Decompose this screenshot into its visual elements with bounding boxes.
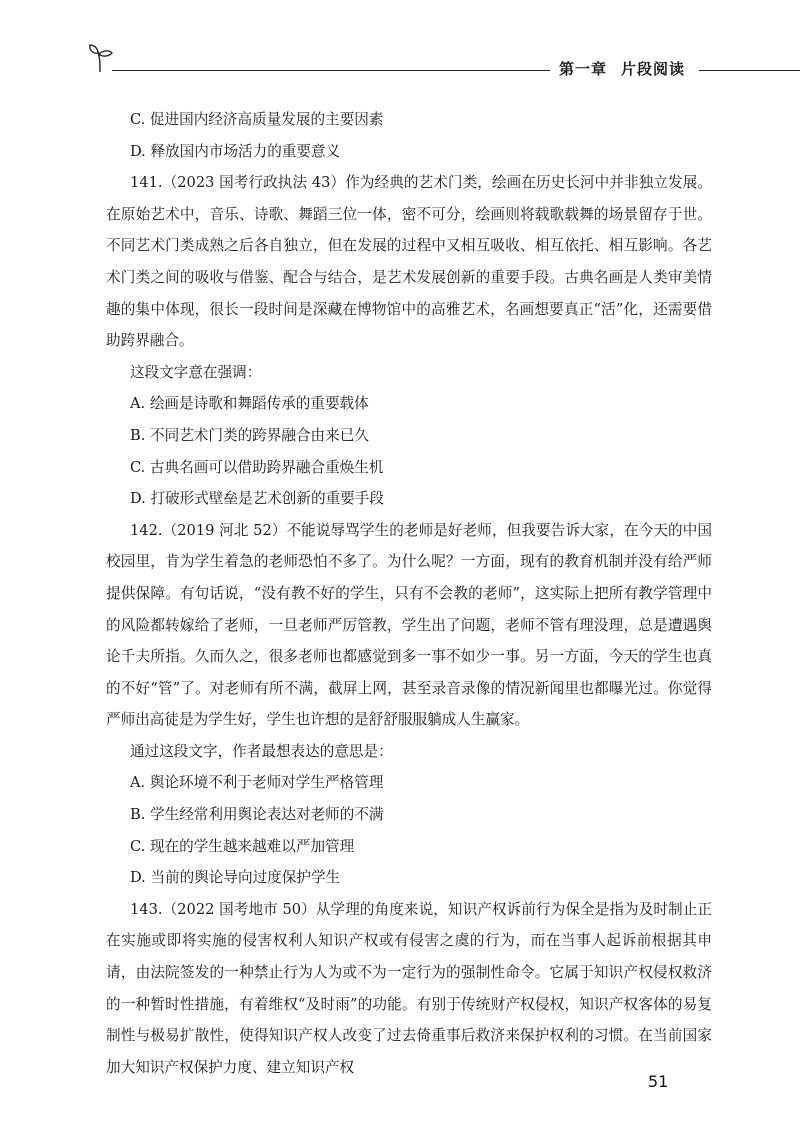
section-label: 片段阅读: [621, 60, 686, 78]
question-passage: 142.（2019 河北 52）不能说辱骂学生的老师是好老师，但我要告诉大家，在今天的中国校园里，肯为学生着急的老师恐怕不多了。为什么呢？一方面，现有的教育机制并没有给严师提供保障。有句话说，“没有教不好的学生，只有不会教的老师”，这实际上把所有教学管理中的风险都转嫁给了老师，一旦老师严厉管教，学生出了问题，老师不管有理没理，总是遭遇舆论千夫所指。久而久之，很多老师也都感觉到多一事不如少一事。另一方面，今天的学生也真的不好“管”了。对老师有所不满，截屏上网，甚至录音录像的情况新闻里也都曝光过。你觉得严师出高徒是为学生好，学生也许想的是舒舒服服躺成人生赢家。: [106, 521, 712, 729]
running-header: [96, 46, 800, 86]
header-rule-right: [699, 70, 800, 71]
chapter-label: 第一章: [559, 60, 608, 78]
page-body: [106, 104, 712, 1083]
option-text: C. 古典名画可以借助跨界融合重焕生机: [130, 458, 384, 476]
option-text: A. 舆论环境不利于老师对学生严格管理: [130, 774, 384, 792]
option-text: B. 学生经常利用舆论表达对老师的不满: [130, 806, 384, 824]
question-stem: 这段文字意在强调：: [130, 363, 262, 381]
page-number: 51: [648, 1072, 669, 1091]
option-text: D. 打破形式壁垒是艺术创新的重要手段: [130, 490, 384, 508]
option-text: D. 当前的舆论导向过度保护学生: [130, 869, 341, 887]
question-passage: 143.（2022 国考地市 50）从学理的角度来说，知识产权诉前行为保全是指为及时制止正在实施或即将实施的侵害权利人知识产权或有侵害之虞的行为，而在当事人起诉前根据其申请，由法院签发的一种禁止行为人为或不为一定行为的强制性命令。它属于知识产权侵权救济的一种暂时性措施，有着维权“及时雨”的功能。有别于传统财产权侵权，知识产权客体的易复制性与极易扩散性，使得知识产权人改变了过去倚重事后救济来保护权利的习惯。在当前国家加大知识产权保护力度、建立知识产权: [106, 900, 712, 1076]
header-rule-left: [112, 70, 550, 71]
question-stem: 通过这段文字，作者最想表达的意思是：: [130, 742, 393, 760]
question-passage: 141.（2023 国考行政执法 43）作为经典的艺术门类，绘画在历史长河中并非独立发展。在原始艺术中，音乐、诗歌、舞蹈三位一体，密不可分，绘画则将载歌载舞的场景留存于世。不同艺术门类成熟之后各自独立，但在发展的过程中又相互吸收、相互依托、相互影响。各艺术门类之间的吸收与借鉴、配合与结合，是艺术发展创新的重要手段。古典名画是人类审美情趣的集中体现，很长一段时间是深藏在博物馆中的高雅艺术，名画想要真正“活”化，还需要借助跨界融合。: [106, 174, 712, 350]
option-text: C. 促进国内经济高质量发展的主要因素: [130, 111, 384, 128]
header-title: [559, 58, 699, 79]
option-text: B. 不同艺术门类的跨界融合由来已久: [130, 426, 369, 444]
option-text: C. 现在的学生越来越难以严加管理: [130, 837, 355, 855]
option-text: A. 绘画是诗歌和舞蹈传承的重要载体: [130, 395, 369, 413]
option-text: D. 释放国内市场活力的重要意义: [130, 142, 341, 160]
leaf-sprout-icon: [88, 44, 114, 74]
